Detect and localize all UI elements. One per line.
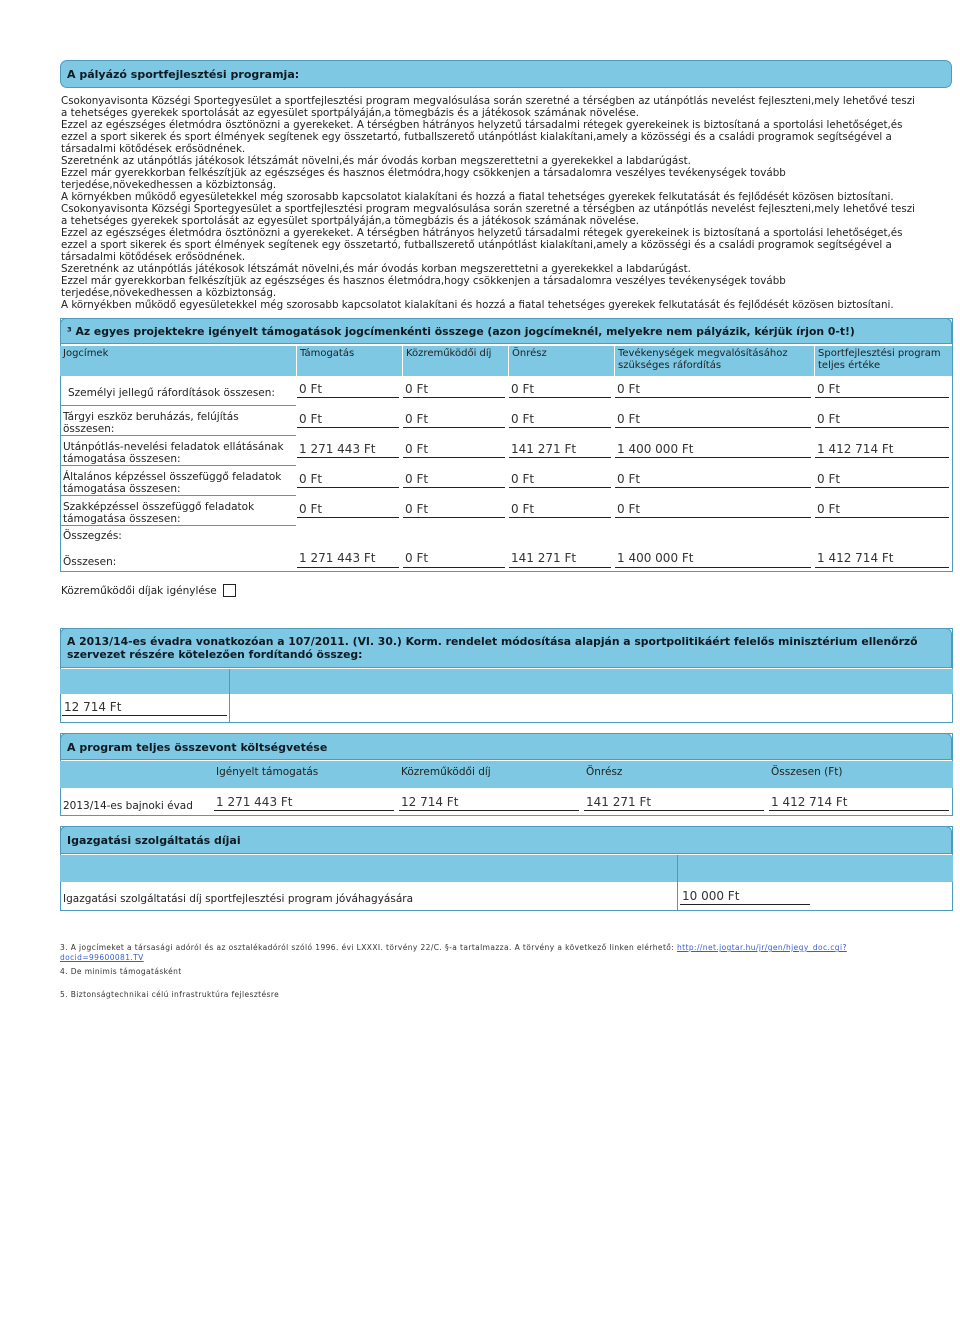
funding-cell[interactable]: 0 Ft [297,410,399,428]
budget-col-onresz: Önrész [586,766,623,778]
description-line: a tehetséges gyerekek sportolását az egyesület sportpályáján,a tömegbázis és a játékosok számának növelése. [61,215,640,227]
description-line: ezzel a sport sikerek és sport élmények segítenek egy összetartó, futballszerető utánpótlást kialakítani,amely a közösségi és a családi programok segítségével a [61,131,892,143]
budget-value-igenyelt[interactable]: 1 271 443 Ft [214,793,394,811]
admin-fee-header-band [60,855,953,882]
funding-cell[interactable]: 0 Ft [297,380,399,398]
row-divider [60,525,296,526]
description-line: ezzel a sport sikerek és sport élmények segítenek egy összetartó, futballszerető utánpótlást kialakítani,amely a közösségi és a családi programok segítségével a [61,239,892,251]
admin-fee-divider [677,855,678,911]
col-header-kozremukodoi: Közreműködői díj [403,346,508,376]
total-cell[interactable]: 1 271 443 Ft [297,548,399,568]
funding-cell[interactable]: 0 Ft [815,380,949,398]
description-line: Csokonyavisonta Községi Sportegyesület a sportfejlesztési program megvalósulása során szeretné a térségben az utánpótlás nevelést fejleszteni,mely lehetővé teszi [61,203,915,215]
row-divider [60,495,296,496]
total-cell[interactable]: 1 400 000 Ft [615,548,811,568]
description-line: Ezzel az egészséges életmódra ösztönözni a gyerekeket. A térségben hátrányos helyzetű társadalmi rétegek gyerekeinek is biztosítaná a sportolási lehetőséget,és [61,227,903,239]
section-header-budget: A program teljes összevont költségvetése [60,733,952,760]
summary-label: Összegzés: [63,530,122,542]
funding-cell[interactable]: 0 Ft [615,380,811,398]
funding-cell[interactable]: 1 271 443 Ft [297,440,399,458]
footnote-3-text: 3. A jogcímeket a társasági adóról és az osztalékadóról szóló 1996. évi LXXXI. törvény 22/C. §-a tartalmazza. A törvény a következő linken elérhető: [60,943,675,952]
col-header-tamogatas: Támogatás [297,346,402,376]
funding-cell[interactable]: 0 Ft [403,410,505,428]
funding-cell[interactable]: 0 Ft [509,500,611,518]
total-cell[interactable]: 141 271 Ft [509,548,611,568]
description-line: társadalmi kötődések erősödnének. [61,143,246,155]
funding-cell[interactable]: 0 Ft [509,470,611,488]
funding-cell[interactable]: 0 Ft [297,500,399,518]
description-line: társadalmi kötődések erősödnének. [61,251,246,263]
description-line: Csokonyavisonta Községi Sportegyesület a sportfejlesztési program megvalósulása során szeretné a térségben az utánpótlás nevelést fejleszteni,mely lehetővé teszi [61,95,915,107]
section-header-program: A pályázó sportfejlesztési programja: [60,60,952,88]
funding-cell[interactable]: 0 Ft [403,470,505,488]
col-header-jogcimek: Jogcímek [60,346,296,376]
description-line: Szeretnénk az utánpótlás játékosok létszámát növelni,és már óvodás korban megszerettetni a gyerekekkel a labdarúgást. [61,155,691,167]
funding-row-label: Utánpótlás-nevelési feladatok ellátásának támogatása összesen: [63,441,284,465]
description-line: A környékben működő egyesületekkel még szorosabb kapcsolatot kialakítani és hozzá a fiatal tehetséges gyerekek felkutatását és fejlődését közösen biztosítani. [61,299,894,311]
description-line: Ezzel az egészséges életmódra ösztönözni a gyerekeket. A térségben hátrányos helyzetű társadalmi rétegek gyerekeinek is biztosítaná a sportolási lehetőséget,és [61,119,903,131]
funding-cell[interactable]: 1 412 714 Ft [815,440,949,458]
funding-cell[interactable]: 0 Ft [815,470,949,488]
total-label: Összesen: [63,556,117,568]
fee-request-checkbox[interactable] [223,584,236,597]
funding-cell[interactable]: 0 Ft [615,410,811,428]
ministry-header-band [60,669,953,694]
col-header-raforditas: Tevékenységek megvalósításához szükséges ráfordítás [615,346,814,376]
footnote-3 [60,943,940,963]
funding-cell[interactable]: 0 Ft [403,500,505,518]
funding-cell[interactable]: 0 Ft [509,380,611,398]
description-line: terjedése,növekedhessen a közbiztonság. [61,179,277,191]
footnote-4: 4. De minimis támogatásként [60,967,182,976]
ministry-amount-value[interactable]: 12 714 Ft [62,698,227,716]
admin-fee-value[interactable]: 10 000 Ft [680,887,810,905]
section-header-ministry: A 2013/14-es évadra vonatkozóan a 107/2011. (VI. 30.) Korm. rendelet módosítása alapján a sportpolitikáért felelős minisztérium ellenőrző szervezet részére kötelezően fordítandó összeg: [60,628,952,668]
budget-value-kozremukodoi[interactable]: 12 714 Ft [399,793,579,811]
budget-row-label: 2013/14-es bajnoki évad [63,800,193,812]
program-description [61,95,956,311]
funding-cell[interactable]: 0 Ft [815,410,949,428]
section-header-funding: ³ Az egyes projektekre igényelt támogatások jogcímenkénti összege (azon jogcímeknél, melyekre nem pályázik, kérjük írjon 0-t!) [60,318,952,344]
budget-col-igenyelt: Igényelt támogatás [216,766,319,778]
funding-row-label: Tárgyi eszköz beruházás, felújítás összesen: [63,411,239,435]
ministry-divider [229,669,230,723]
description-line: Szeretnénk az utánpótlás játékosok létszámát növelni,és már óvodás korban megszerettetni a gyerekekkel a labdarúgást. [61,263,691,275]
funding-cell[interactable]: 0 Ft [297,470,399,488]
funding-cell[interactable]: 0 Ft [815,500,949,518]
funding-row-label: Személyi jellegű ráfordítások összesen: [68,387,275,399]
budget-value-osszesen[interactable]: 1 412 714 Ft [769,793,949,811]
description-line: Ezzel már gyerekkorban felkészítjük az egészséges és hasznos életmódra,hogy csökkenjen a társadalomra veszélyes tevékenységek tovább [61,167,786,179]
row-divider [60,405,296,406]
row-divider [60,435,296,436]
col-header-teljes-ertek: Sportfejlesztési program teljes értéke [815,346,952,376]
total-cell[interactable]: 1 412 714 Ft [815,548,949,568]
admin-fee-label: Igazgatási szolgáltatási díj sportfejlesztési program jóváhagyására [63,893,414,905]
total-cell[interactable]: 0 Ft [403,548,505,568]
description-line: a tehetséges gyerekek sportolását az egyesület sportpályáján,a tömegbázis és a játékosok számának növelése. [61,107,640,119]
row-divider [60,465,296,466]
funding-cell[interactable]: 0 Ft [509,410,611,428]
footnote-3-link[interactable]: http://net.jogtar.hu/jr/gen/hjegy_doc.cgi? [677,943,847,952]
funding-cell[interactable]: 0 Ft [403,380,505,398]
budget-value-onresz[interactable]: 141 271 Ft [584,793,764,811]
funding-cell[interactable]: 0 Ft [615,500,811,518]
funding-cell[interactable]: 0 Ft [403,440,505,458]
funding-cell[interactable]: 141 271 Ft [509,440,611,458]
description-line: A környékben működő egyesületekkel még szorosabb kapcsolatot kialakítani és hozzá a fiatal tehetséges gyerekek felkutatását és fejlődését közösen biztosítani. [61,191,894,203]
funding-cell[interactable]: 1 400 000 Ft [615,440,811,458]
description-line: Ezzel már gyerekkorban felkészítjük az egészséges és hasznos életmódra,hogy csökkenjen a társadalomra veszélyes tevékenységek tovább [61,275,786,287]
col-header-onresz: Önrész [509,346,614,376]
funding-row-label: Általános képzéssel összefüggő feladatok támogatása összesen: [63,471,282,495]
section-header-admin-fee: Igazgatási szolgáltatás díjai [60,826,952,854]
footnote-5: 5. Biztonságtechnikai célú infrastruktúra fejlesztésre [60,990,280,999]
footnote-3-link-cont[interactable]: docid=99600081.TV [60,953,144,962]
description-line: terjedése,növekedhessen a közbiztonság. [61,287,277,299]
funding-row-label: Szakképzéssel összefüggő feladatok támogatása összesen: [63,501,255,525]
budget-col-kozremukodoi: Közreműködői díj [401,766,491,778]
funding-cell[interactable]: 0 Ft [615,470,811,488]
budget-col-osszesen: Összesen (Ft) [771,766,843,778]
fee-request-label: Közreműködői díjak igénylése [61,585,217,597]
